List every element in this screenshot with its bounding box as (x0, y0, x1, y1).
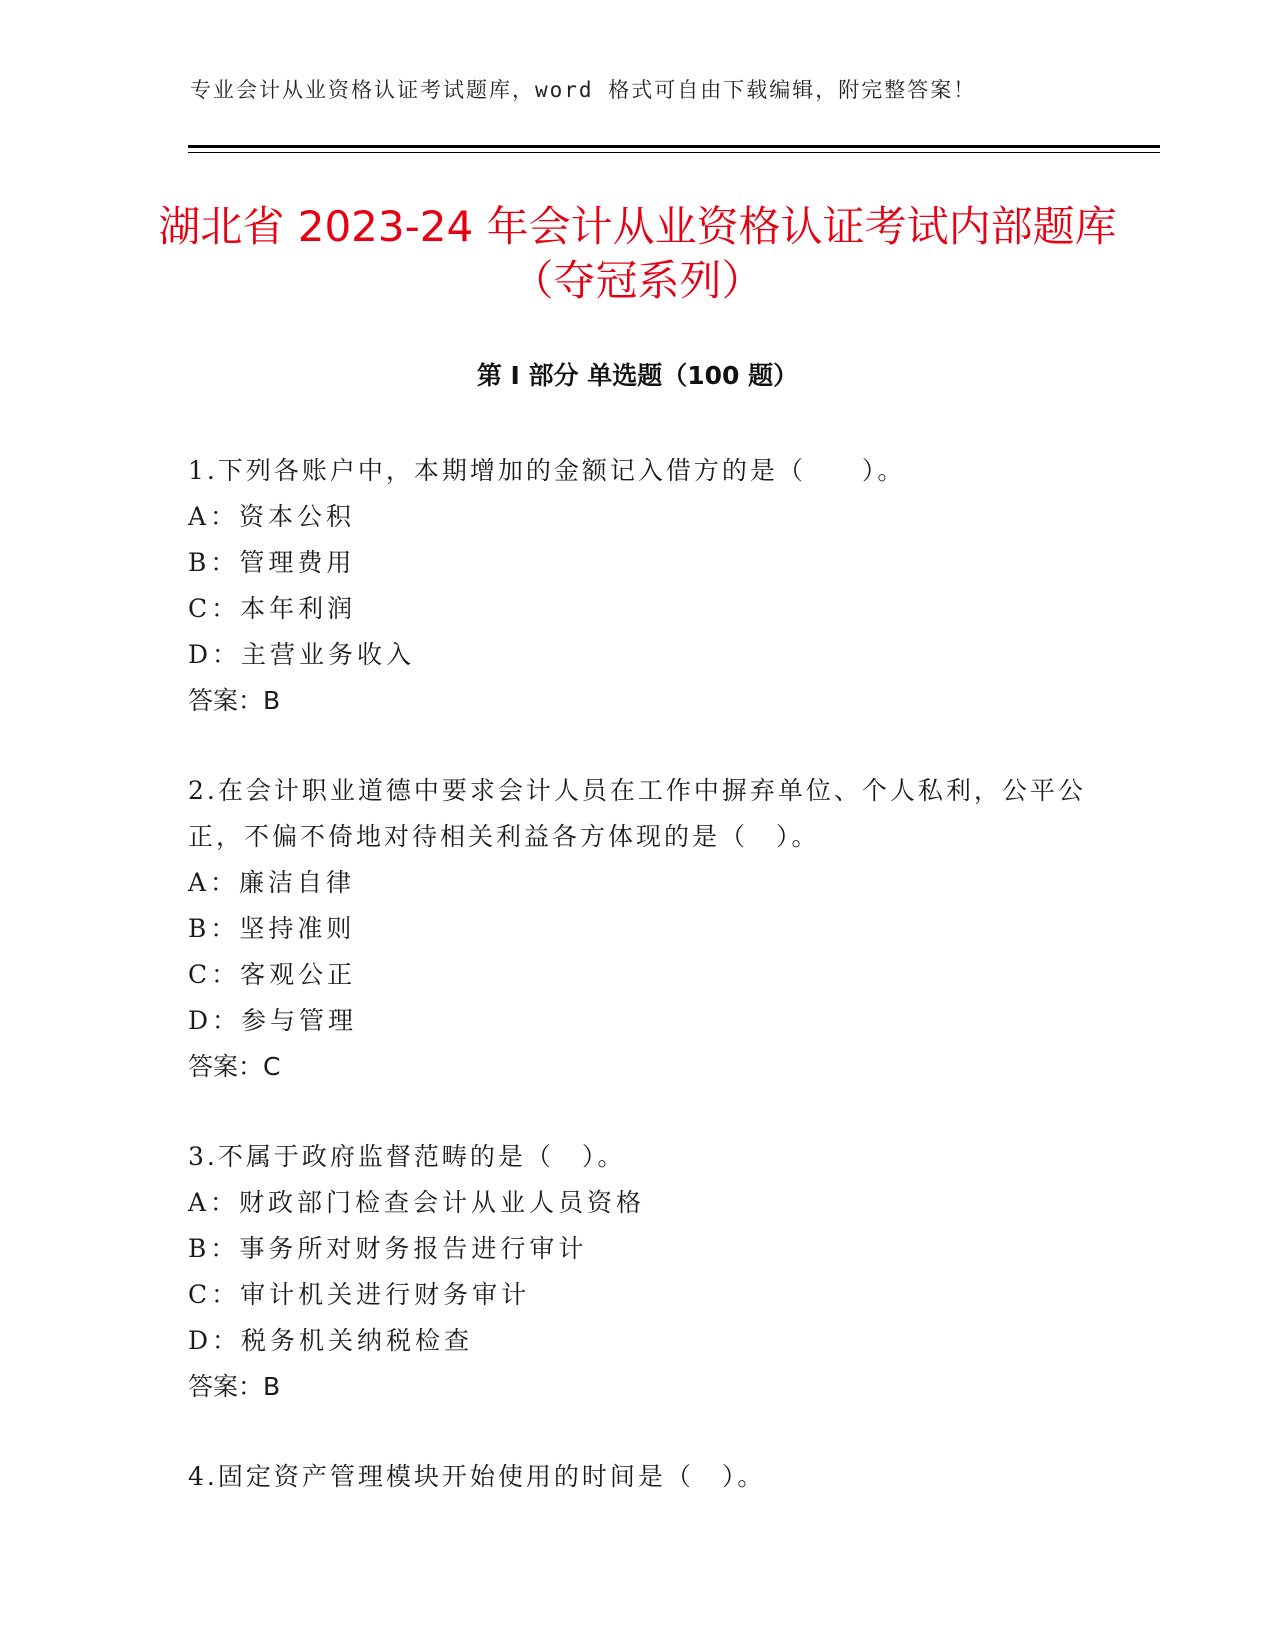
section-title: 第 I 部分 单选题（100 题） (476, 361, 799, 390)
option-b: B：坚持准则 (188, 914, 356, 943)
question-stem: 1.下列各账户中，本期增加的金额记入借方的是（ ）。 (188, 456, 906, 485)
option-d: D：参与管理 (188, 1006, 358, 1035)
answer: 答案：B (188, 686, 281, 715)
option-a: A：廉洁自律 (188, 868, 356, 897)
question-stem: 2.在会计职业道德中要求会计人员在工作中摒弃单位、个人私利，公平公正，不偏不倚地对待相关利益各方体现的是（ ）。 (188, 776, 1086, 851)
document-title: 湖北省 2023-24 年会计从业资格认证考试内部题库（夺冠系列） (158, 202, 1117, 305)
option-c: C：客观公正 (188, 960, 357, 989)
question-3 (188, 1134, 1088, 1410)
option-c: C：本年利润 (188, 594, 357, 623)
option-d: D：税务机关纳税检查 (188, 1326, 474, 1355)
answer: 答案：C (188, 1052, 281, 1081)
option-b: B：事务所对财务报告进行审计 (188, 1234, 588, 1263)
option-b: B：管理费用 (188, 548, 356, 577)
option-d: D：主营业务收入 (188, 640, 416, 669)
question-1 (188, 448, 1088, 724)
header-note: 专业会计从业资格认证考试题库，word 格式可自由下载编辑，附完整答案！ (190, 78, 977, 102)
question-stem: 4.固定资产管理模块开始使用的时间是（ ）。 (188, 1462, 766, 1491)
header-rule-thin (188, 152, 1160, 153)
answer: 答案：B (188, 1372, 281, 1401)
header-rule-thick (188, 145, 1160, 148)
option-c: C：审计机关进行财务审计 (188, 1280, 531, 1309)
question-stem: 3.不属于政府监督范畴的是（ ）。 (188, 1142, 626, 1171)
option-a: A：资本公积 (188, 502, 356, 531)
question-4 (188, 1454, 1088, 1500)
question-list (188, 448, 1088, 1544)
option-a: A：财政部门检查会计从业人员资格 (188, 1188, 646, 1217)
question-2 (188, 768, 1088, 1090)
